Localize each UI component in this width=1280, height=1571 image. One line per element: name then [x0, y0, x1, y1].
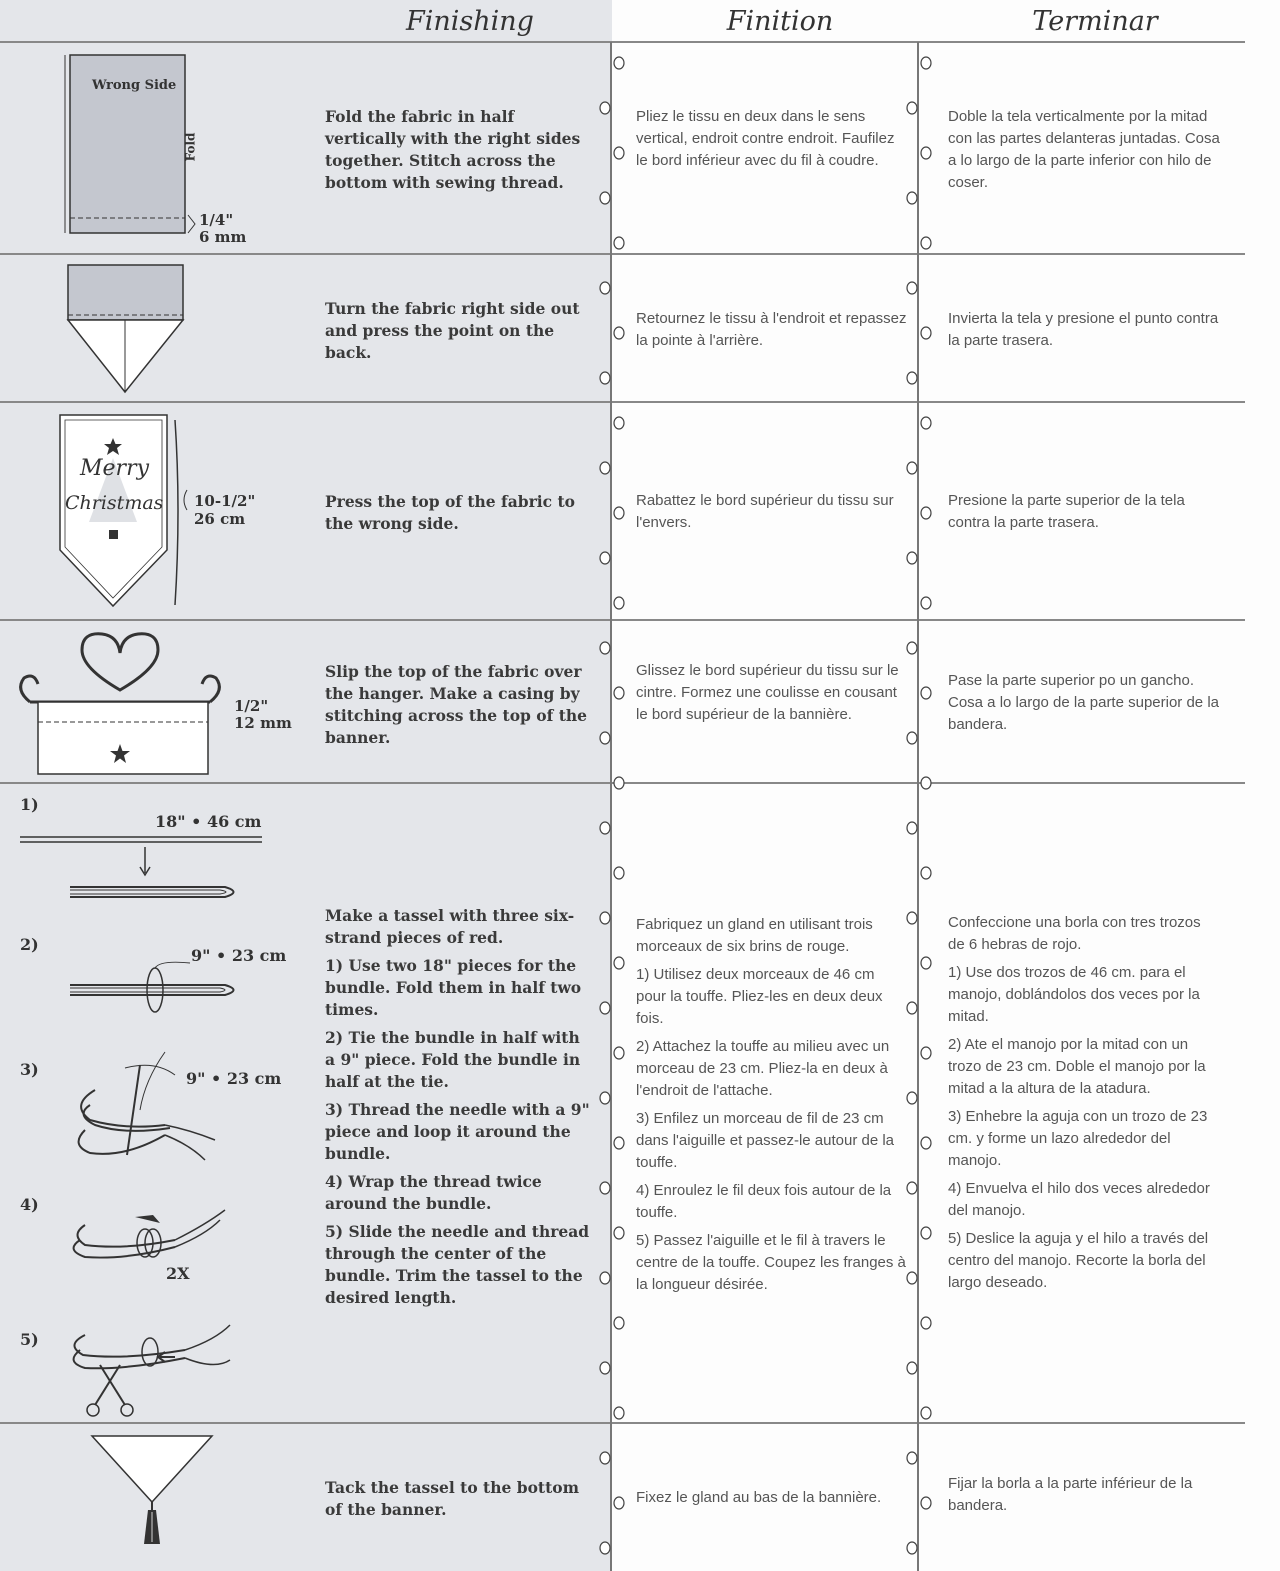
merry-script-text: Merry: [80, 456, 150, 481]
es-text-hanger: [948, 670, 1220, 742]
light-bulb-icon: [613, 775, 625, 794]
light-bulb-icon: [906, 1450, 918, 1469]
light-bulb-icon: [920, 325, 932, 344]
light-bulb-icon: [920, 1495, 932, 1514]
fr-text-turn: [636, 308, 908, 358]
es-paragraph: 1) Use dos trozos de 46 cm. para el manojo, doblándolos dos veces por la mitad.: [948, 964, 1200, 1025]
light-bulb-icon: [906, 370, 918, 389]
light-bulb-icon: [613, 505, 625, 524]
header-divider: [0, 41, 1245, 43]
light-bulb-icon: [599, 550, 611, 569]
fr-paragraph: Fabriquez un gland en utilisant trois morceaux de six brins de rouge.: [636, 916, 873, 955]
dim-10-1-2-inch: 10-1/2": [194, 492, 256, 510]
column-separator-light-string: [610, 42, 612, 1571]
en-text-hanger: [325, 661, 590, 755]
light-bulb-icon: [906, 1540, 918, 1559]
dim-6mm: 6 mm: [199, 228, 247, 246]
fr-text-hanger: [636, 660, 908, 732]
es-text-press: [948, 490, 1220, 540]
es-text-turn: [948, 308, 1220, 358]
en-paragraph: Turn the fabric right side out and press the point on the back.: [325, 299, 580, 362]
es-paragraph: 3) Enhebre la aguja con un trozo de 23 cm. y forme un lazo alrededor del manojo.: [948, 1108, 1208, 1169]
en-paragraph: 1) Use two 18" pieces for the bundle. Fold them in half two times.: [325, 956, 582, 1019]
light-bulb-icon: [599, 1000, 611, 1019]
fr-paragraph: Glissez le bord supérieur du tissu sur le cintre. Formez une coulisse en cousant le bord supérieur de la bannière.: [636, 662, 899, 723]
light-bulb-icon: [613, 1405, 625, 1424]
bundle-step1-illustration: [20, 835, 250, 910]
light-bulb-icon: [920, 145, 932, 164]
light-bulb-icon: [599, 730, 611, 749]
en-paragraph: Press the top of the fabric to the wrong side.: [325, 492, 575, 533]
length-9-inch-label-a: 9" • 23 cm: [191, 946, 287, 965]
light-bulb-icon: [920, 1225, 932, 1244]
fr-paragraph: Fixez le gland au bas de la bannière.: [636, 1489, 882, 1506]
en-text-turn: [325, 298, 590, 370]
en-text-tack: [325, 1477, 590, 1527]
light-bulb-icon: [613, 595, 625, 614]
light-bulb-icon: [920, 55, 932, 74]
light-bulb-icon: [613, 1045, 625, 1064]
fr-paragraph: 2) Attachez la touffe au milieu avec un morceau de 23 cm. Pliez-la en deux à l'endroit de l'attache.: [636, 1038, 890, 1099]
step-number-2: 2): [20, 935, 39, 954]
hanger-illustration: [10, 628, 240, 778]
fr-text-tassel: [636, 914, 908, 1302]
light-bulb-icon: [599, 1090, 611, 1109]
en-paragraph: 4) Wrap the thread twice around the bundle.: [325, 1172, 542, 1213]
fr-paragraph: Pliez le tissu en deux dans le sens vertical, endroit contre endroit. Faufilez le bord inférieur avec du fil à coudre.: [636, 108, 895, 169]
light-bulb-icon: [613, 235, 625, 254]
en-paragraph: 5) Slide the needle and thread through the center of the bundle. Trim the tassel to the desired length.: [325, 1222, 590, 1307]
light-bulb-icon: [920, 775, 932, 794]
light-bulb-icon: [920, 1045, 932, 1064]
light-bulb-icon: [906, 1360, 918, 1379]
es-paragraph: 2) Ate el manojo por la mitad con un trozo de 23 cm. Doble el manojo por la mitad a la altura de la atadura.: [948, 1036, 1206, 1097]
step-number-4: 4): [20, 1195, 39, 1214]
bundle-step3-illustration: [65, 1050, 235, 1165]
light-bulb-icon: [613, 415, 625, 434]
light-bulb-icon: [599, 1450, 611, 1469]
en-text-fold: [325, 106, 590, 200]
light-bulb-icon: [920, 1135, 932, 1154]
en-paragraph: Tack the tassel to the bottom of the banner.: [325, 1478, 579, 1519]
light-bulb-icon: [599, 820, 611, 839]
fr-paragraph: 3) Enfilez un morceau de fil de 23 cm dans l'aiguille et passez-le autour de la touffe.: [636, 1110, 895, 1171]
light-bulb-icon: [920, 1315, 932, 1334]
light-bulb-icon: [613, 955, 625, 974]
light-bulb-icon: [599, 370, 611, 389]
fr-paragraph: Rabattez le bord supérieur du tissu sur l'envers.: [636, 492, 894, 531]
en-paragraph: Slip the top of the fabric over the hanger. Make a casing by stitching across the top of the banner.: [325, 662, 587, 747]
light-bulb-icon: [599, 280, 611, 299]
light-bulb-icon: [920, 505, 932, 524]
light-bulb-icon: [599, 460, 611, 479]
es-text-tassel: [948, 912, 1220, 1300]
light-bulb-icon: [920, 1405, 932, 1424]
light-bulb-icon: [920, 415, 932, 434]
light-bulb-icon: [906, 550, 918, 569]
dim-quarter-inch: 1/4": [199, 211, 234, 229]
en-paragraph: 2) Tie the bundle in half with a 9" piece. Fold the bundle in half at the tie.: [325, 1028, 581, 1091]
fr-text-fold: [636, 106, 908, 178]
length-18-inch-label: 18" • 46 cm: [155, 812, 262, 831]
dim-half-inch: 1/2": [234, 697, 269, 715]
light-bulb-icon: [920, 955, 932, 974]
header-terminar: Terminar: [1032, 6, 1158, 37]
es-paragraph: Invierta la tela y presione el punto contra la parte trasera.: [948, 310, 1219, 349]
light-bulb-icon: [906, 460, 918, 479]
es-paragraph: Fijar la borla a la parte inférieur de la bandera.: [948, 1475, 1193, 1514]
dim-12mm: 12 mm: [234, 714, 292, 732]
christmas-script-text: Christmas: [65, 492, 164, 514]
step-number-1: 1): [20, 795, 39, 814]
en-text-tassel: [325, 905, 590, 1315]
light-bulb-icon: [906, 730, 918, 749]
light-bulb-icon: [599, 1180, 611, 1199]
es-paragraph: Pase la parte superior po un gancho. Cosa a lo largo de la parte superior de la bandera.: [948, 672, 1219, 733]
bundle-step4-illustration: [65, 1195, 235, 1270]
light-bulb-icon: [613, 1495, 625, 1514]
step-number-3: 3): [20, 1060, 39, 1079]
bundle-step5-illustration: [65, 1310, 240, 1420]
fr-paragraph: Retournez le tissu à l'endroit et repassez la pointe à l'arrière.: [636, 310, 907, 349]
light-bulb-icon: [906, 820, 918, 839]
row-divider: [0, 401, 1245, 403]
fr-paragraph: 5) Passez l'aiguille et le fil à travers le centre de la touffe. Coupez les franges à la longueur désirée.: [636, 1232, 906, 1293]
en-paragraph: Fold the fabric in half vertically with the right sides together. Stitch across the bottom with sewing thread.: [325, 107, 581, 192]
light-bulb-icon: [613, 1135, 625, 1154]
es-text-fold: [948, 106, 1220, 200]
light-bulb-icon: [599, 910, 611, 929]
light-bulb-icon: [920, 865, 932, 884]
light-bulb-icon: [613, 55, 625, 74]
light-bulb-icon: [599, 640, 611, 659]
en-paragraph: 3) Thread the needle with a 9" piece and loop it around the bundle.: [325, 1100, 590, 1163]
fr-paragraph: 1) Utilisez deux morceaux de 46 cm pour la touffe. Pliez-les en deux deux fois.: [636, 966, 883, 1027]
length-9-inch-label-b: 9" • 23 cm: [186, 1069, 282, 1088]
es-paragraph: Confeccione una borla con tres trozos de 6 hebras de rojo.: [948, 914, 1201, 953]
light-bulb-icon: [906, 280, 918, 299]
twice-label: 2X: [166, 1264, 190, 1283]
light-bulb-icon: [906, 640, 918, 659]
fr-paragraph: 4) Enroulez le fil deux fois autour de la touffe.: [636, 1182, 892, 1221]
en-text-press: [325, 491, 590, 541]
light-bulb-icon: [599, 190, 611, 209]
es-paragraph: Presione la parte superior de la tela contra la parte trasera.: [948, 492, 1185, 531]
wrong-side-label: Wrong Side: [92, 78, 177, 93]
fr-text-tack: [636, 1487, 908, 1515]
light-bulb-icon: [613, 145, 625, 164]
header-finition: Finition: [726, 6, 834, 37]
light-bulb-icon: [920, 235, 932, 254]
tacked-tassel-illustration: [90, 1432, 220, 1552]
pressed-point-illustration: [60, 260, 190, 400]
light-bulb-icon: [599, 1540, 611, 1559]
en-paragraph: Make a tassel with three six-strand pieces of red.: [325, 906, 575, 947]
bundle-step2-illustration: [60, 955, 250, 1025]
light-bulb-icon: [599, 1360, 611, 1379]
es-paragraph: 4) Envuelva el hilo dos veces alrededor del manojo.: [948, 1180, 1210, 1219]
light-bulb-icon: [920, 595, 932, 614]
light-bulb-icon: [613, 1225, 625, 1244]
fold-label: Fold: [183, 132, 198, 162]
es-text-tack: [948, 1473, 1220, 1523]
light-bulb-icon: [599, 100, 611, 119]
dim-26cm: 26 cm: [194, 510, 246, 528]
column-separator-light-string: [917, 42, 919, 1571]
light-bulb-icon: [920, 685, 932, 704]
light-bulb-icon: [613, 325, 625, 344]
row-divider: [0, 619, 1245, 621]
light-bulb-icon: [613, 865, 625, 884]
light-bulb-icon: [906, 190, 918, 209]
light-bulb-icon: [599, 1270, 611, 1289]
fr-text-press: [636, 490, 908, 540]
step-number-5: 5): [20, 1330, 39, 1349]
es-paragraph: Doble la tela verticalmente por la mitad con las partes delanteras juntadas. Cosa a lo largo de la parte inferior con hilo de coser.: [948, 108, 1220, 191]
es-paragraph: 5) Deslice la aguja y el hilo a través del centro del manojo. Recorte la borla del largo deseado.: [948, 1230, 1209, 1291]
header-finishing: Finishing: [406, 6, 534, 37]
light-bulb-icon: [613, 685, 625, 704]
light-bulb-icon: [613, 1315, 625, 1334]
